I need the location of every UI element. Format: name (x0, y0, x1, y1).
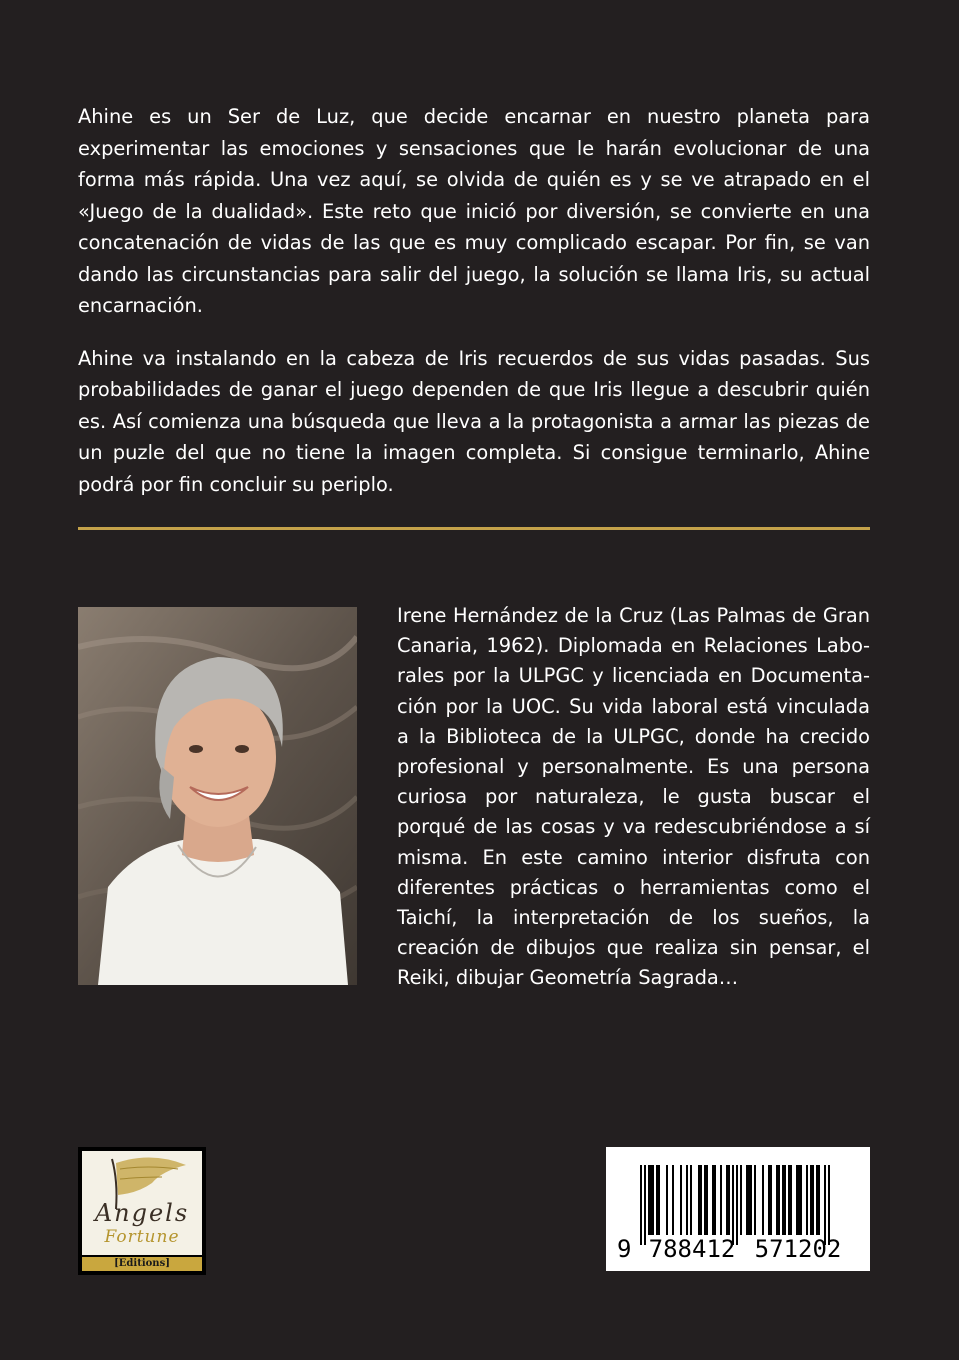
barcode-bar (652, 1165, 654, 1235)
barcode-bar (776, 1165, 778, 1235)
isbn-barcode (606, 1147, 870, 1271)
author-portrait-illustration (78, 607, 357, 985)
barcode-bar (650, 1165, 652, 1235)
barcode-bar (746, 1165, 748, 1235)
logo-editions-strip: [Editions] (82, 1257, 202, 1271)
barcode-bar (812, 1165, 814, 1235)
synopsis-paragraph-1: Ahine es un Ser de Luz, que decide encarnar en nuestro planeta para experimentar las emociones y sensaciones que le harán evolucionar de una forma más rápida. Una vez aquí, se olvida de quién es y se ve atrapado en el «Juego de la dualidad». Este reto que inició por diversión, se convierte en una concatenación de vidas de las que es muy complicado escapar. Por fin, se van dando las circunstancias para salir del juego, la solución se llama Iris, su actual encarnación. (78, 105, 870, 317)
barcode-bar (828, 1165, 830, 1245)
barcode-bar (680, 1165, 682, 1235)
barcode-bar (666, 1165, 668, 1235)
barcode-bar (782, 1165, 784, 1235)
barcode-bar (732, 1165, 734, 1245)
barcode-bar (700, 1165, 702, 1235)
publisher-logo-panel (82, 1151, 202, 1255)
logo-word-angels: Angels (94, 1199, 190, 1227)
barcode-bar (698, 1165, 700, 1235)
barcode-bar (754, 1165, 756, 1235)
barcode-bar (706, 1165, 708, 1235)
barcode-bar (748, 1165, 750, 1235)
barcode-bar (690, 1165, 692, 1235)
barcode-bar (762, 1165, 764, 1235)
barcode-bar (816, 1165, 818, 1235)
barcode-bar (740, 1165, 742, 1235)
gold-divider (78, 527, 870, 530)
synopsis-paragraph-2: Ahine va instalando en la cabeza de Iris recuerdos de sus vidas pasadas. Sus probabilidades de ganar el juego dependen de que Iris llegue a descubrir quién es. Así comienza una búsqueda que lleva a la protagonista a armar las piezas de un puzle del que no tiene la imagen completa. Si consigue terminarlo, Ahine podrá por fin concluir su periplo. (78, 346, 870, 496)
barcode-bar (726, 1165, 728, 1235)
barcode-bar (736, 1165, 738, 1245)
isbn-lead-digit: 9 (617, 1235, 632, 1263)
barcode-bar (800, 1165, 802, 1235)
barcode-bar (796, 1165, 798, 1235)
barcode-bar (818, 1165, 820, 1235)
barcode-bar (810, 1165, 812, 1235)
isbn-group-2: 571202 (754, 1235, 842, 1263)
synopsis (78, 101, 870, 521)
barcode-bar (806, 1165, 808, 1235)
barcode-bar (784, 1165, 786, 1235)
barcode-bar (714, 1165, 716, 1235)
barcode-bar (672, 1165, 674, 1235)
barcode-bar (686, 1165, 688, 1235)
publisher-logo (78, 1147, 206, 1275)
barcode-bar (640, 1165, 642, 1245)
barcode-bar (704, 1165, 706, 1235)
barcode-bar (778, 1165, 780, 1235)
author-photo (78, 607, 357, 985)
logo-word-fortune: Fortune (104, 1227, 180, 1247)
barcode-bar (712, 1165, 714, 1235)
barcode-bar (750, 1165, 752, 1235)
author-bio: Irene Hernández de la Cruz (Las Palmas de Gran Canaria, 1962). Diplomada en Relaciones Laborales por la ULPGC y licenciada en Documentación por la UOC. Su vida laboral está vinculada a la Biblioteca de la ULPGC, donde ha crecido profesional y personalmente. Es una persona curiosa por naturaleza, le gusta buscar el porqué de las cosas y va redescubriéndose a sí misma. En este camino interior disfruta con diferentes prácticas o herramientas como el Taichí, la interpretación de los sueños, la creación de dibujos que realiza sin pensar, el Reiki, dibujar Geometría Sagrada… (397, 604, 870, 990)
barcode-bar (658, 1165, 660, 1235)
barcode-bar (790, 1165, 792, 1235)
barcode-bar (770, 1165, 772, 1235)
barcode-bar (648, 1165, 650, 1235)
barcode-bar (644, 1165, 646, 1245)
barcode-bar (824, 1165, 826, 1245)
isbn-group-1: 788412 (648, 1235, 736, 1263)
barcode-bar (798, 1165, 800, 1235)
barcode-bar (788, 1165, 790, 1235)
barcode-bar (768, 1165, 770, 1235)
barcode-bar (656, 1165, 658, 1235)
barcode-bar (728, 1165, 730, 1235)
barcode-bar (720, 1165, 722, 1235)
